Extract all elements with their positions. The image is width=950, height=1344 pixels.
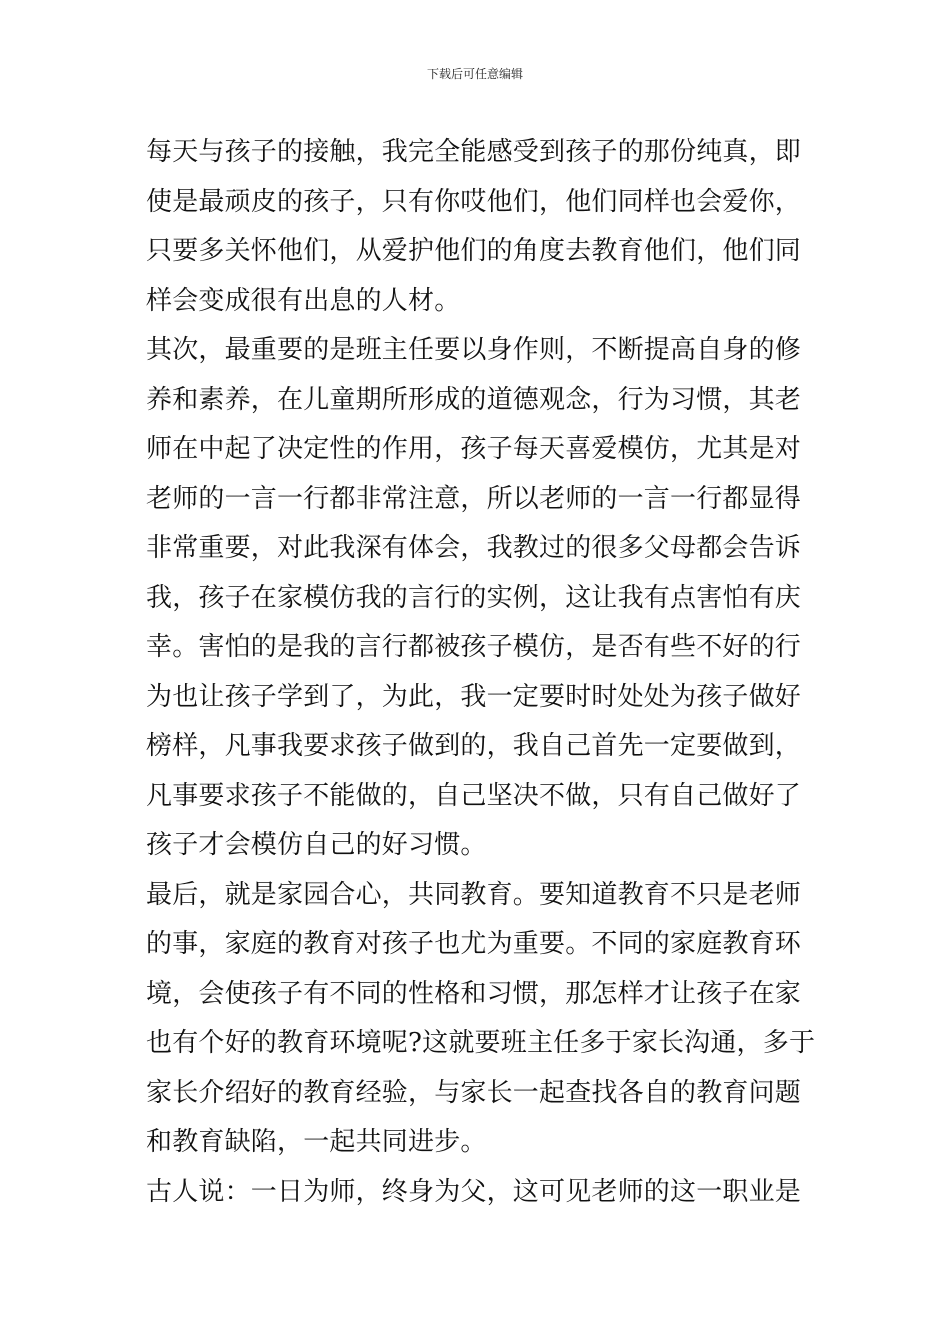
text-line: 幸。害怕的是我的言行都被孩子模仿，是否有些不好的行 bbox=[146, 632, 802, 662]
text-line: 其次，最重要的是班主任要以身作则，不断提高自身的修 bbox=[146, 335, 802, 365]
text-line: 为也让孩子学到了，为此，我一定要时时处处为孩子做好 bbox=[146, 681, 802, 712]
text-line: 古人说：一日为师，终身为父，这可见老师的这一职业是 bbox=[146, 1176, 802, 1207]
text-line: 境，会使孩子有不同的性格和习惯，那怎样才让孩子在家 bbox=[146, 978, 802, 1009]
text-line: 榜样，凡事我要求孩子做到的，我自己首先一定要做到， bbox=[146, 731, 802, 761]
text-line: 孩子才会模仿自己的好习惯。 bbox=[146, 830, 487, 860]
text-line: 的事，家庭的教育对孩子也尤为重要。不同的家庭教育环 bbox=[146, 929, 802, 959]
document-body bbox=[146, 128, 816, 1217]
text-line: 使是最顽皮的孩子，只有你哎他们，他们同样也会爱你， bbox=[146, 186, 802, 217]
text-line: 非常重要，对此我深有体会，我教过的很多父母都会告诉 bbox=[146, 533, 802, 563]
text-line: 最后，就是家园合心，共同教育。要知道教育不只是老师 bbox=[146, 879, 802, 910]
text-line: 凡事要求孩子不能做的，自己坚决不做，只有自己做好了 bbox=[146, 780, 802, 811]
text-line: 样会变成很有出息的人材。 bbox=[146, 285, 461, 316]
text-line: 也有个好的教育环境呢?这就要班主任多于家长沟通，多于 bbox=[146, 1028, 816, 1058]
text-line: 老师的一言一行都非常注意，所以老师的一言一行都显得 bbox=[146, 483, 802, 514]
text-line: 养和素养，在儿童期所形成的道德观念，行为习惯，其老 bbox=[146, 384, 802, 415]
text-line: 师在中起了决定性的作用，孩子每天喜爱模仿，尤其是对 bbox=[146, 434, 802, 464]
text-line: 只要多关怀他们，从爱护他们的角度去教育他们，他们同 bbox=[146, 236, 802, 266]
text-line: 我，孩子在家模仿我的言行的实例，这让我有点害怕有庆 bbox=[146, 582, 802, 613]
text-line: 家长介绍好的教育经验，与家长一起查找各自的教育问题 bbox=[146, 1077, 802, 1108]
text-line: 和教育缺陷，一起共同进步。 bbox=[146, 1127, 487, 1157]
page-header: 下载后可任意编辑 bbox=[426, 67, 523, 81]
text-line: 每天与孩子的接触，我完全能感受到孩子的那份纯真，即 bbox=[146, 137, 802, 167]
